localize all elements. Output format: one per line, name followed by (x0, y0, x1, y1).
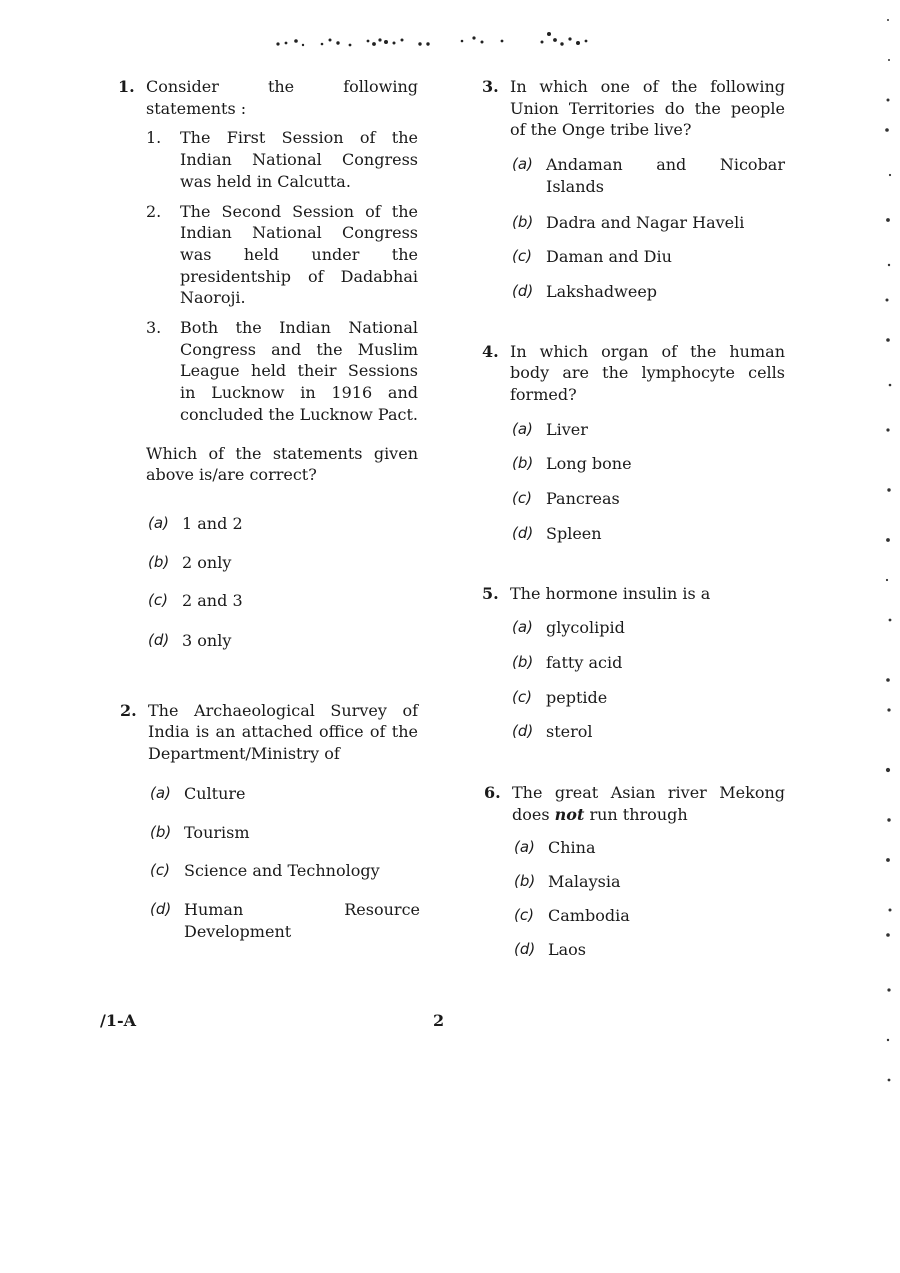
stem-part: The great Asian river Mekong does (512, 783, 785, 824)
option-b[interactable] (512, 652, 785, 674)
option-text: Laos (548, 939, 587, 959)
option-label: (b) (514, 872, 536, 891)
option-text: Pancreas (546, 489, 620, 509)
option-a[interactable] (512, 154, 785, 197)
question-number: 4. (482, 341, 499, 361)
option-text: Malaysia (548, 872, 621, 892)
statement-number: 3. (146, 318, 162, 338)
option-label: (c) (148, 591, 168, 610)
page-number: 2 (433, 1011, 445, 1030)
question-stem: In which one of the following Union Territories do the people of the Onge tribe live? (510, 77, 785, 140)
option-text: Tourism (184, 822, 250, 842)
option-label: (c) (512, 687, 532, 706)
option-label: (d) (514, 939, 536, 958)
option-d[interactable] (512, 721, 785, 743)
option-c[interactable] (150, 860, 418, 882)
option-text: China (548, 838, 596, 858)
option-text: peptide (546, 687, 608, 707)
option-c[interactable] (148, 590, 418, 612)
question-2 (120, 700, 418, 943)
question-5 (482, 583, 785, 744)
question-number: 6. (484, 783, 501, 803)
option-c[interactable] (514, 905, 785, 927)
option-b[interactable] (148, 552, 418, 574)
option-b[interactable] (512, 453, 785, 475)
right-column (482, 76, 785, 960)
question-number: 5. (482, 583, 499, 603)
question-ask: Which of the statements given above is/are correct? (146, 443, 418, 485)
option-a[interactable] (514, 837, 785, 859)
option-label: (b) (512, 652, 534, 671)
option-a[interactable] (150, 783, 418, 805)
option-label: (b) (150, 822, 172, 841)
option-text: Dadra and Nagar Haveli (546, 212, 745, 232)
option-label: (a) (148, 513, 169, 532)
statement-3 (146, 317, 418, 426)
statement-text: Both the Indian National Congress and the Muslim League held their Sessions in Lucknow in 1916 and concluded the Lucknow Pact. (180, 318, 418, 424)
option-b[interactable] (150, 822, 418, 844)
option-label: (b) (148, 552, 170, 571)
option-label: (a) (512, 155, 533, 174)
question-3 (482, 76, 785, 303)
option-label: (d) (512, 523, 534, 542)
option-d[interactable] (512, 281, 785, 303)
option-label: (d) (512, 722, 534, 741)
option-label: (d) (512, 281, 534, 300)
statement-1 (146, 127, 418, 192)
question-number: 3. (482, 77, 499, 96)
question-4 (482, 341, 785, 545)
option-b[interactable] (512, 212, 785, 234)
scan-noise-header (270, 26, 600, 52)
question-stem: Consider the following statements : (146, 77, 418, 118)
question-stem: In which organ of the human body are the lymphocyte cells formed? (510, 341, 785, 405)
question-stem: The Archaeological Survey of India is an attached office of the Department/Ministry of (148, 700, 418, 764)
option-label: (c) (150, 861, 170, 880)
option-text: Cambodia (548, 905, 630, 925)
option-text: Daman and Diu (546, 247, 672, 267)
option-c[interactable] (512, 687, 785, 709)
option-text: Long bone (546, 454, 632, 474)
option-text: 1 and 2 (182, 513, 243, 533)
option-text: Human Resource Development (184, 899, 420, 941)
option-c[interactable] (512, 246, 785, 268)
option-label: (c) (514, 905, 534, 924)
option-label: (c) (512, 247, 532, 266)
option-label: (d) (150, 899, 172, 918)
option-label: (a) (512, 419, 533, 438)
option-text: sterol (546, 722, 593, 742)
stem-emphasis: not (554, 804, 585, 824)
option-label: (a) (150, 783, 171, 802)
statement-text: The First Session of the Indian National Congress was held in Calcutta. (180, 128, 418, 191)
option-label: (d) (148, 631, 170, 650)
option-text: Lakshadweep (546, 281, 658, 301)
option-d[interactable] (514, 939, 785, 961)
left-column (118, 76, 418, 942)
question-1 (118, 76, 418, 652)
option-d[interactable] (512, 523, 785, 545)
option-label: (c) (512, 489, 532, 508)
option-d[interactable] (148, 630, 418, 652)
option-text: Liver (546, 419, 588, 439)
question-stem: The hormone insulin is a (510, 583, 711, 603)
question-6 (484, 782, 785, 960)
option-text: Science and Technology (184, 861, 380, 881)
question-number: 2. (120, 700, 137, 720)
statement-text: The Second Session of the Indian National Congress was held under the presidentship of Dadabhai Naoroji. (180, 201, 418, 308)
option-label: (b) (512, 212, 534, 231)
stem-part: run through (589, 804, 688, 824)
question-stem (512, 782, 785, 825)
option-c[interactable] (512, 488, 785, 510)
option-text: glycolipid (546, 618, 625, 638)
option-label: (a) (512, 618, 533, 637)
option-a[interactable] (148, 513, 418, 535)
option-label: (a) (514, 838, 535, 857)
scan-noise-edge (878, 0, 900, 1100)
option-b[interactable] (514, 871, 785, 893)
statement-number: 2. (146, 201, 162, 221)
option-text: 2 only (182, 552, 232, 572)
booklet-code: /1-A (100, 1011, 137, 1030)
option-text: Spleen (546, 523, 602, 543)
option-text: fatty acid (546, 652, 623, 672)
option-a[interactable] (512, 617, 785, 639)
statement-2 (146, 201, 418, 310)
option-text: 2 and 3 (182, 591, 243, 611)
option-label: (b) (512, 454, 534, 473)
question-number: 1. (118, 77, 135, 96)
option-a[interactable] (512, 419, 785, 441)
option-d[interactable] (150, 899, 418, 942)
option-text: 3 only (182, 631, 232, 651)
option-text: Culture (184, 783, 246, 803)
statement-number: 1. (146, 128, 162, 148)
option-text: Andaman and Nicobar Islands (546, 155, 785, 196)
